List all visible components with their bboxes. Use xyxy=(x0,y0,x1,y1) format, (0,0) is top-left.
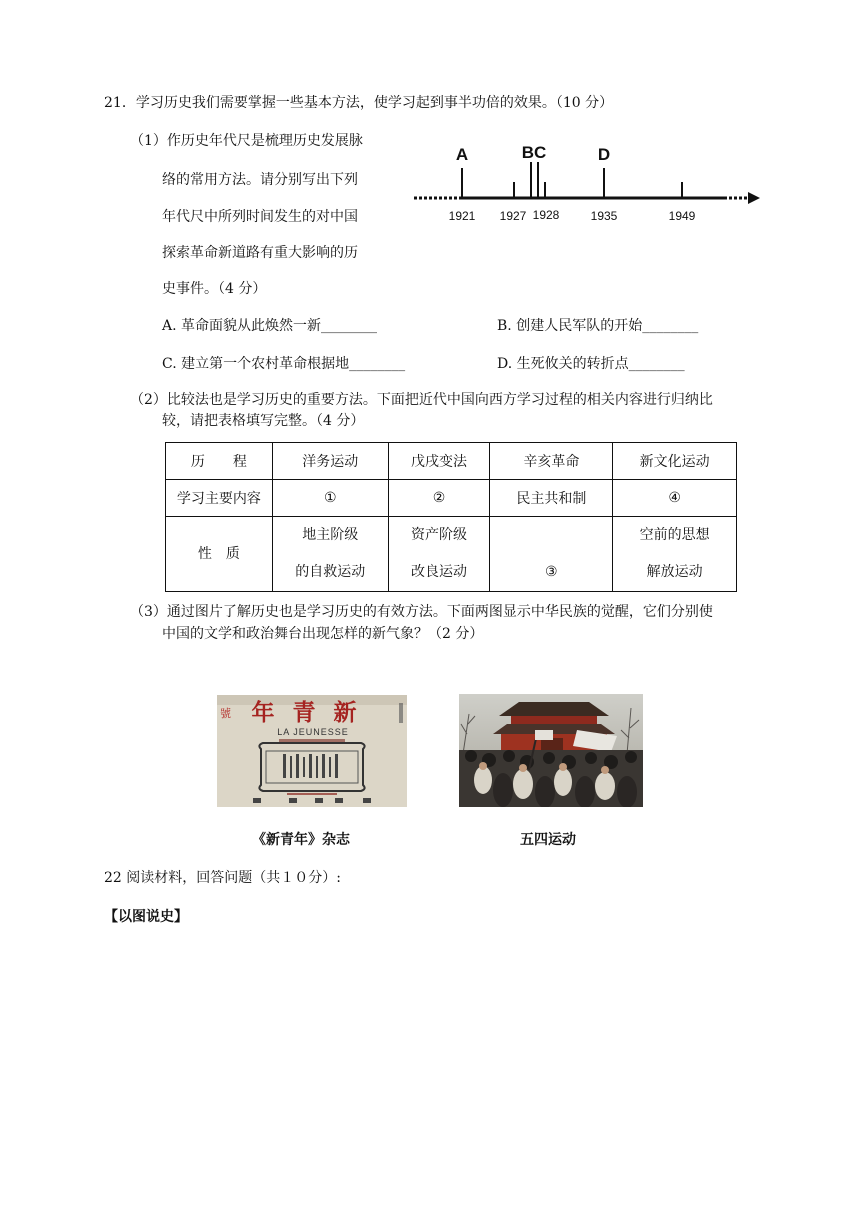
comparison-table xyxy=(165,442,737,592)
table-header-cell: 戊戌变法 xyxy=(388,443,490,480)
timeline-year-1949: 1949 xyxy=(668,209,696,223)
cover-title: 年青新 xyxy=(251,699,375,726)
new-youth-magazine-image xyxy=(217,695,407,807)
q21-part1-line5: 史事件。（4 分） xyxy=(162,281,267,297)
table-row xyxy=(166,480,737,517)
cell-line: 资产阶级 xyxy=(411,527,468,543)
cover-subtitle: LA JEUNESSE xyxy=(277,727,349,737)
q21-option-b: B. 创建人民军队的开始________ xyxy=(497,318,699,334)
table-cell xyxy=(613,517,737,592)
table-cell: ④ xyxy=(613,480,737,517)
cell-line: ③ xyxy=(545,564,558,580)
table-header-cell: 辛亥革命 xyxy=(490,443,613,480)
may-fourth-movement-image xyxy=(459,694,643,807)
q21-part1-line3: 年代尺中所列时间发生的对中国 xyxy=(162,209,358,225)
table-cell xyxy=(272,517,388,592)
cell-line: 解放运动 xyxy=(646,564,703,580)
q22-section-heading: 【以图说史】 xyxy=(104,909,188,925)
q21-option-a: A. 革命面貌从此焕然一新________ xyxy=(162,318,378,334)
may-fourth-caption: 五四运动 xyxy=(520,832,576,848)
timeline-marker-a: A xyxy=(455,145,469,164)
timeline-marker-bc: BC xyxy=(521,143,547,162)
table-header-cell: 洋务运动 xyxy=(272,443,388,480)
table-cell: 民主共和制 xyxy=(490,480,613,517)
table-cell: 学习主要内容 xyxy=(166,480,273,517)
table-header-row xyxy=(166,443,737,480)
table-cell: 性 质 xyxy=(166,517,273,592)
timeline-year-1935: 1935 xyxy=(590,209,618,223)
q21-option-c: C. 建立第一个农村革命根据地________ xyxy=(162,356,406,372)
cell-line: 的自救运动 xyxy=(295,564,366,580)
cover-corner-char: 號 xyxy=(220,707,231,720)
q21-part3-line1: （3）通过图片了解历史也是学习历史的有效方法。下面两图显示中华民族的觉醒，它们分别使 xyxy=(130,604,713,620)
timeline-year-1928: 1928 xyxy=(532,208,560,222)
new-youth-caption: 《新青年》杂志 xyxy=(252,832,350,848)
cell-line: 改良运动 xyxy=(411,564,468,580)
table-header-cell: 新文化运动 xyxy=(613,443,737,480)
q21-intro: 21．学习历史我们需要掌握一些基本方法，使学习起到事半功倍的效果。（10 分） xyxy=(104,95,614,111)
q22-intro: 22 阅读材料，回答问题（共１０分）: xyxy=(104,870,341,886)
cell-line: 地主阶级 xyxy=(302,527,359,543)
q21-part1-line1: （1）作历史年代尺是梳理历史发展脉 xyxy=(130,133,363,149)
table-cell: ① xyxy=(272,480,388,517)
q21-part2-line1: （2）比较法也是学习历史的重要方法。下面把近代中国向西方学习过程的相关内容进行归纳比 xyxy=(130,392,713,408)
timeline-year-1927: 1927 xyxy=(499,209,527,223)
q21-part2-line2: 较，请把表格填写完整。（4 分） xyxy=(162,413,365,429)
q21-part1-line2: 络的常用方法。请分别写出下列 xyxy=(162,172,358,188)
q21-part3-line2: 中国的文学和政治舞台出现怎样的新气象？（2 分） xyxy=(162,626,484,642)
timeline-year-1921: 1921 xyxy=(448,209,476,223)
table-cell xyxy=(490,517,613,592)
table-cell: ② xyxy=(388,480,490,517)
timeline-marker-d: D xyxy=(597,145,611,164)
timeline-ruler xyxy=(410,138,765,230)
q21-part1-line4: 探索革命新道路有重大影响的历 xyxy=(162,245,358,261)
table-cell xyxy=(388,517,490,592)
q21-option-d: D. 生死攸关的转折点________ xyxy=(497,356,685,372)
cell-line: 空前的思想 xyxy=(639,527,710,543)
table-header-cell: 历 程 xyxy=(166,443,273,480)
table-row xyxy=(166,517,737,592)
